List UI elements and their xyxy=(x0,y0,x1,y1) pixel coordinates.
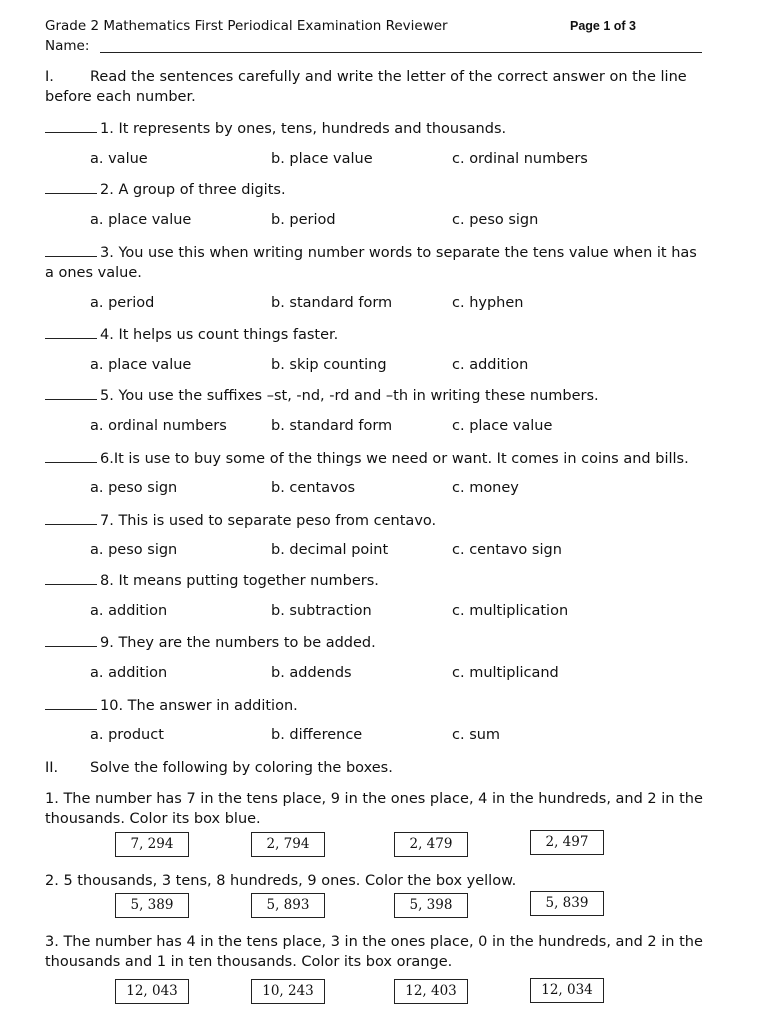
question-7 xyxy=(45,511,710,531)
part2-numeral: II. xyxy=(45,760,59,776)
color-box[interactable]: 5, 839 xyxy=(530,891,604,916)
question-text: 4. It helps us count things faster. xyxy=(100,327,339,343)
question-text: 3. You use this when writing number words to separate the tens value when it has a ones value. xyxy=(45,245,697,281)
problem-2: 2. 5 thousands, 3 tens, 8 hundreds, 9 ones. Color the box yellow. xyxy=(45,873,517,889)
choice-c: c. peso sign xyxy=(452,212,539,228)
color-box[interactable]: 10, 243 xyxy=(251,979,325,1004)
choice-c: c. money xyxy=(452,480,519,496)
color-box[interactable]: 2, 479 xyxy=(394,832,468,857)
choice-a: a. place value xyxy=(90,212,192,228)
question-3 xyxy=(45,243,710,283)
choice-a: a. period xyxy=(90,295,155,311)
choice-a: a. addition xyxy=(90,665,168,681)
question-4 xyxy=(45,325,710,345)
color-box[interactable]: 5, 389 xyxy=(115,893,189,918)
part1-instruction-block xyxy=(45,67,710,107)
question-10 xyxy=(45,696,710,716)
choice-b: b. place value xyxy=(271,151,373,167)
choice-b: b. difference xyxy=(271,727,363,743)
choice-c: c. hyphen xyxy=(452,295,524,311)
question-text: 10. The answer in addition. xyxy=(100,698,298,714)
part2-instruction-block xyxy=(45,758,710,778)
choice-a: a. ordinal numbers xyxy=(90,418,227,434)
choice-b: b. standard form xyxy=(271,418,393,434)
answer-line-2[interactable] xyxy=(45,181,97,194)
color-box[interactable]: 2, 794 xyxy=(251,832,325,857)
answer-line-10[interactable] xyxy=(45,697,97,710)
color-box[interactable]: 5, 893 xyxy=(251,893,325,918)
choice-a: a. product xyxy=(90,727,164,743)
part1-numeral: I. xyxy=(45,69,54,85)
answer-line-3[interactable] xyxy=(45,244,97,257)
choice-a: a. peso sign xyxy=(90,542,178,558)
choice-a: a. value xyxy=(90,151,148,167)
choice-b: b. subtraction xyxy=(271,603,372,619)
choice-a: a. peso sign xyxy=(90,480,178,496)
choice-b: b. centavos xyxy=(271,480,356,496)
color-box[interactable]: 2, 497 xyxy=(530,830,604,855)
choice-c: c. addition xyxy=(452,357,529,373)
question-6 xyxy=(45,449,710,469)
color-box[interactable]: 12, 403 xyxy=(394,979,468,1004)
color-box[interactable]: 12, 043 xyxy=(115,979,189,1004)
question-text: 2. A group of three digits. xyxy=(100,182,286,198)
name-label: Name: xyxy=(45,38,90,54)
question-text: 5. You use the suffixes –st, -nd, -rd and –th in writing these numbers. xyxy=(100,388,599,404)
question-5 xyxy=(45,386,710,406)
choice-c: c. sum xyxy=(452,727,501,743)
question-text: 7. This is used to separate peso from centavo. xyxy=(100,513,437,529)
question-text: 9. They are the numbers to be added. xyxy=(100,635,376,651)
choice-b: b. standard form xyxy=(271,295,393,311)
choice-b: b. period xyxy=(271,212,336,228)
question-text: 8. It means putting together numbers. xyxy=(100,573,379,589)
problem-1: 1. The number has 7 in the tens place, 9 in the ones place, 4 in the hundreds, and 2 in the thousands. Color its box blue. xyxy=(45,791,703,827)
question-8 xyxy=(45,571,710,591)
question-2 xyxy=(45,180,710,200)
choice-c: c. place value xyxy=(452,418,553,434)
choice-c: c. multiplicand xyxy=(452,665,559,681)
answer-line-6[interactable] xyxy=(45,450,97,463)
answer-line-4[interactable] xyxy=(45,326,97,339)
question-text: 6.It is use to buy some of the things we need or want. It comes in coins and bills. xyxy=(100,451,689,467)
choice-c: c. centavo sign xyxy=(452,542,562,558)
page-indicator: Page 1 of 3 xyxy=(570,19,636,33)
answer-line-9[interactable] xyxy=(45,634,97,647)
color-box[interactable]: 5, 398 xyxy=(394,893,468,918)
choice-b: b. skip counting xyxy=(271,357,387,373)
choice-a: a. place value xyxy=(90,357,192,373)
answer-line-1[interactable] xyxy=(45,120,97,133)
worksheet-title: Grade 2 Mathematics First Periodical Examination Reviewer xyxy=(45,18,448,34)
question-9 xyxy=(45,633,710,653)
color-box[interactable]: 7, 294 xyxy=(115,832,189,857)
name-field[interactable] xyxy=(100,52,702,53)
choice-a: a. addition xyxy=(90,603,168,619)
choice-c: c. multiplication xyxy=(452,603,569,619)
question-1 xyxy=(45,119,710,139)
answer-line-8[interactable] xyxy=(45,572,97,585)
color-box[interactable]: 12, 034 xyxy=(530,978,604,1003)
answer-line-5[interactable] xyxy=(45,387,97,400)
part2-instruction: Solve the following by coloring the boxes. xyxy=(90,760,393,776)
question-text: 1. It represents by ones, tens, hundreds and thousands. xyxy=(100,121,507,137)
problem-3: 3. The number has 4 in the tens place, 3 in the ones place, 0 in the hundreds, and 2 in the thousands and 1 in ten thousands. Color its box orange. xyxy=(45,934,703,970)
answer-line-7[interactable] xyxy=(45,512,97,525)
part1-instruction: Read the sentences carefully and write the letter of the correct answer on the line before each number. xyxy=(45,69,687,105)
choice-c: c. ordinal numbers xyxy=(452,151,588,167)
choice-b: b. decimal point xyxy=(271,542,389,558)
choice-b: b. addends xyxy=(271,665,352,681)
